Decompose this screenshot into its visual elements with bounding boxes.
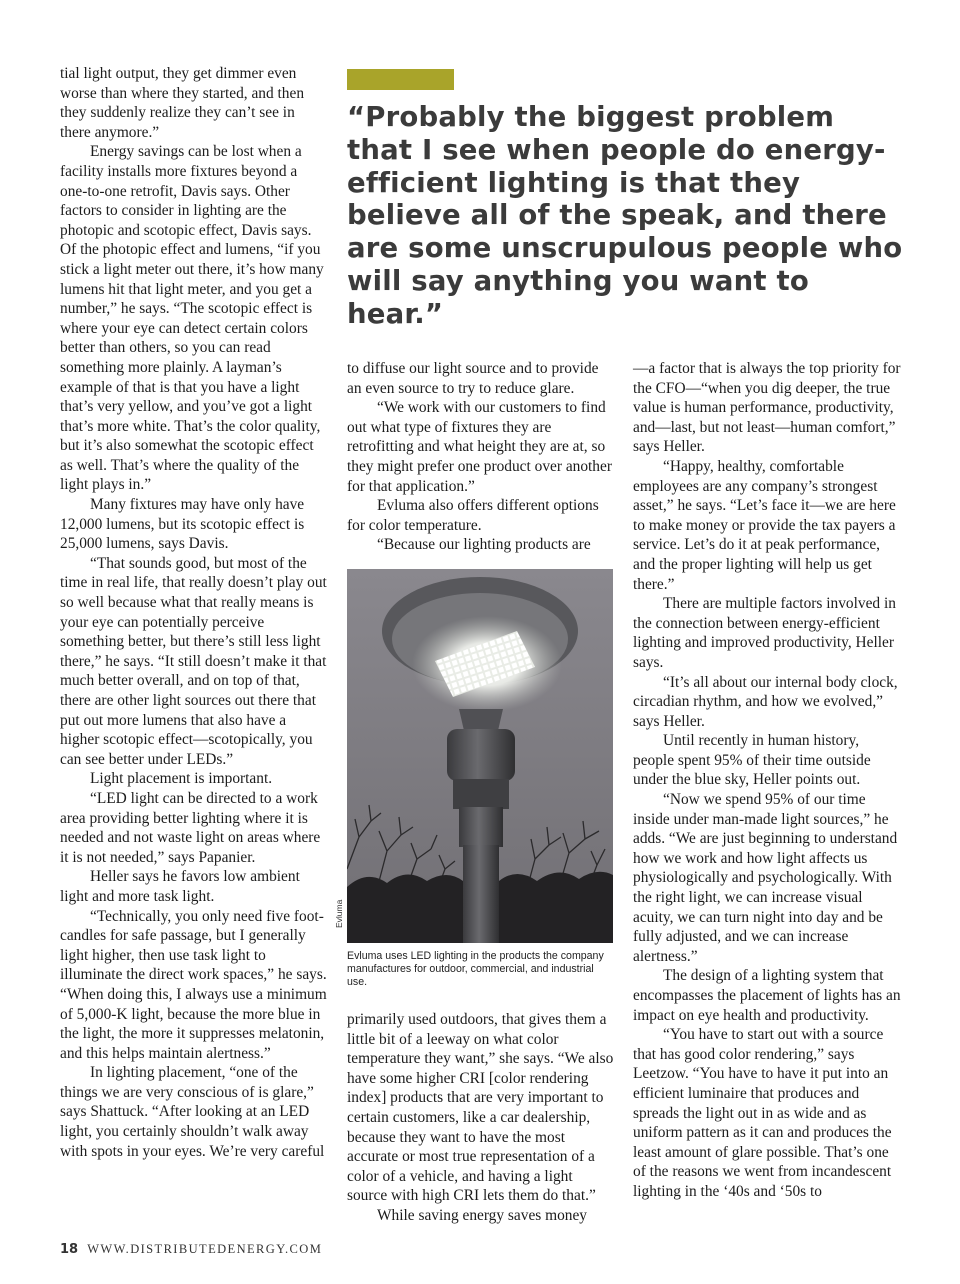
paragraph: “Because our lighting products are — [377, 536, 591, 554]
pull-quote: “Probably the biggest problem that I see when people do energy-efficient lighting is that they believe all of the speak, and there are some unscrupulous people who will say anything you want to hear.” — [347, 101, 903, 330]
paragraph: “Now we spend 95% of our time inside under man-made light sources,” he adds. “We are just beginning to understand how we work and how light affects us physiologically and psychologically. With the right light, we can increase visual acuity, we can turn night into day and be fully adjusted, and we can increase alertness.” — [633, 791, 898, 965]
paragraph: —a factor that is always the top priority for the CFO—“when you dig deeper, the true value is human performance, productivity, and—last, but not least—human comfort,” says Heller. — [633, 360, 901, 456]
paragraph: to diffuse our light source and to provide an even source to try to reduce glare. — [347, 360, 599, 397]
paragraph: tial light output, they get dimmer even worse than where they started, and then they suddenly realize they can’t see in there anymore.” — [60, 65, 305, 141]
paragraph: “LED light can be directed to a work area providing better lighting where it is needed and not waste light on areas where it is not needed,” says Papanier. — [60, 789, 321, 866]
paragraph: Many fixtures may have only have 12,000 lumens, but its scotopic effect is 25,000 lumens, says Davis. — [60, 496, 305, 553]
paragraph: “It’s all about our internal body clock, circadian rhythm, and how we evolved,” says Heller. — [633, 673, 898, 730]
paragraph: There are multiple factors involved in the connection between energy-efficient lighting and improved productivity, Heller says. — [633, 595, 896, 671]
paragraph: Light placement is important. — [90, 770, 273, 788]
paragraph: primarily used outdoors, that gives them a little bit of a leeway on what color temperature they want,” she says. “We also have some higher CRI [color rendering index] products that are very important to certain customers, like a car dealership, because they want to have the most accurate or most true representation of a color of a vehicle, and having a light source with high CRI lets them do that.” — [347, 1011, 614, 1205]
paragraph: “Happy, healthy, comfortable employees are any company’s strongest asset,” he says. “Let’s face it—we are here to make money or provide the tax payers a service. Let’s do it at peak performance, and the proper lighting will help us get there.” — [633, 457, 896, 593]
article-column-3 — [633, 359, 903, 1202]
photo-credit: Evluma — [334, 899, 344, 928]
paragraph: “That sounds good, but most of the time in real life, that really doesn’t play out so well because what that really means is your eye can potentially perceive something better, but there’s still less light there,” he says. “It still doesn’t make it that much better overall, and on top of that, there are other light sources out there that put out more lumens that also have a higher scotopic effect—scotopically, you can see better under LEDs.” — [60, 554, 327, 768]
article-column-2-bottom — [347, 1010, 615, 1226]
photo-caption: Evluma uses LED lighting in the products the company manufactures for outdoor, commercial, and industrial use. — [347, 950, 604, 988]
street-lamp-photo — [347, 569, 613, 943]
page-number: 18 — [60, 1242, 79, 1257]
paragraph: Until recently in human history, people spent 95% of their time outside under the blue sky, Heller points out. — [633, 732, 871, 789]
pull-quote-accent-bar — [347, 69, 454, 90]
paragraph: Energy savings can be lost when a facility installs more fixtures beyond a one-to-one retrofit, Davis says. Other factors to consider in lighting are the photopic and scotopic effect, Davis says. Of the photopic effect and lumens, “if you stick a light meter out there, it’s how many lumens hit that light meter, and you get a number,” he says. “The scotopic effect is where your eye can detect certain colors better than others, so you can read something more plainly. A layman’s example of that is that you have a light that’s very yellow, and you’ve got a light that’s more white. That’s the color quality, but it’s also somewhat the scotopic effect as well. That’s where the quality of the light plays in.” — [60, 143, 324, 494]
paragraph: In lighting placement, “one of the things we are very conscious of is glare,” says Shattuck. “After looking at an LED light, you certainly shouldn’t walk away with spots in your eyes. We’re very careful — [60, 1064, 325, 1160]
paragraph: “You have to start out with a source that has good color rendering,” says Leetzow. “You have to have it put into an efficient luminaire that produces and spreads the light out in as wide and as uniform pattern as it can and produces the least amount of glare possible. That’s one of the reasons we went from incandescent lighting in the ‘40s and ‘50s to — [633, 1026, 892, 1200]
paragraph: “We work with our customers to find out what type of fixtures they are retrofitting and what height they are at, so they might prefer one product over another for that application.” — [347, 399, 612, 495]
website-url: WWW.DISTRIBUTEDENERGY.COM — [87, 1242, 323, 1256]
paragraph: While saving energy saves money — [377, 1206, 587, 1224]
paragraph: The design of a lighting system that encompasses the placement of lights has an impact on eye health and productivity. — [633, 967, 901, 1024]
page-footer — [60, 1242, 322, 1257]
paragraph: “Technically, you only need five foot-candles for safe passage, but I generally light higher, then use task light to illuminate the direct work spaces,” he says. “When doing this, I always use a minimum of 5,000-K light, because the more blue in the light, the more it suppresses melatonin, and this helps maintain alertness.” — [60, 907, 327, 1062]
article-column-1 — [60, 64, 328, 1161]
paragraph: Evluma also offers different options for color temperature. — [347, 497, 599, 534]
article-column-2-top — [347, 359, 615, 555]
paragraph: Heller says he favors low ambient light and more task light. — [60, 868, 300, 905]
